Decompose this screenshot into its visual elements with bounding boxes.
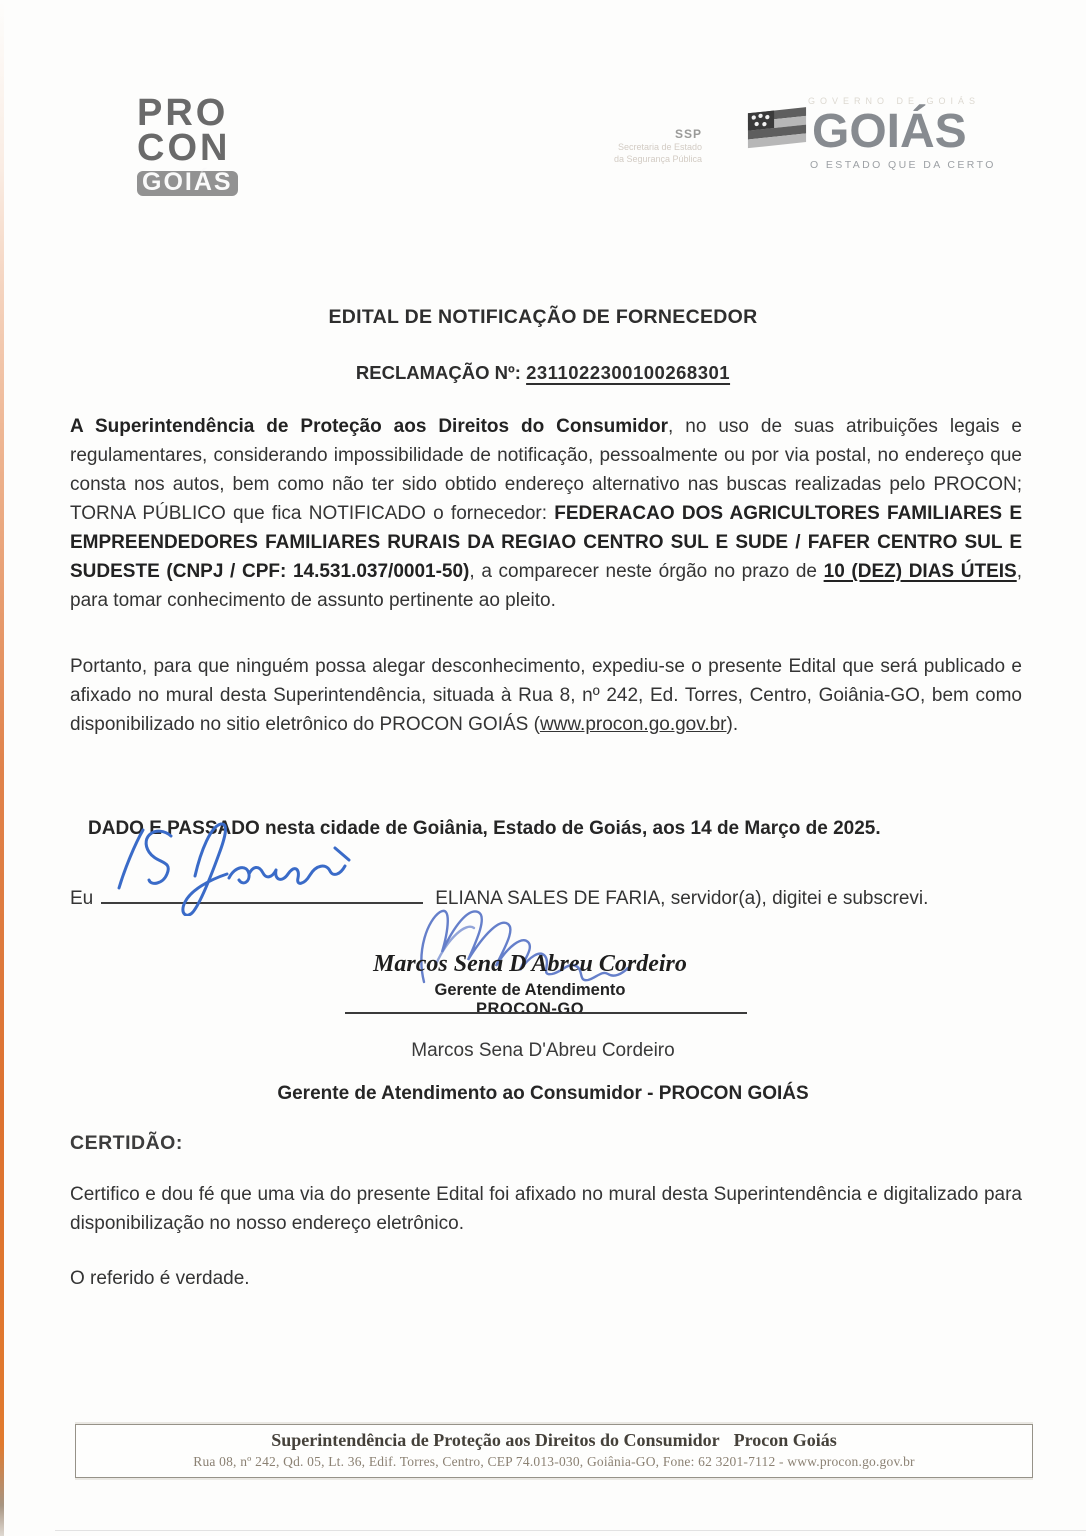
footer-org-line xyxy=(76,1430,1032,1451)
footer-address-line: Rua 08, nº 242, Qd. 05, Lt. 36, Edif. Torres, Centro, CEP 74.013-030, Goiânia-GO, Fone: 62 3201-7112 - www.procon.go.gov.br xyxy=(193,1454,915,1469)
claim-line xyxy=(0,362,1086,384)
procon-logo-line2: CON xyxy=(137,126,231,169)
procon-logo-line1: PRO xyxy=(137,92,229,134)
procon-url: www.procon.go.gov.br xyxy=(539,714,727,735)
page-edge-strip xyxy=(0,0,4,1536)
goias-logo-overline: GOVERNO DE GOIÁS xyxy=(808,96,981,106)
attestation-line: DADO E PASSADO nesta cidade de Goiânia, Estado de Goiás, aos 14 de Março de 2025. xyxy=(88,818,881,839)
goias-logo-name: GOIÁS xyxy=(812,104,967,158)
procon-logo xyxy=(137,92,238,196)
procon-logo-badge: GOIÁS xyxy=(137,171,238,196)
publication-body-1: Portanto, para que ninguém possa alegar desconhecimento, expediu-se o presente Edital que será publicado e afixado no mural desta Superintendência, situada à Rua 8, nº 242, Ed. Torres, Centro, Goiânia-GO, bem como disponibilizado no sitio eletrônico do PROCON GOIÁS ( xyxy=(70,656,1022,735)
notification-body-3: , para tomar conhecimento de assunto pertinente ao pleito. xyxy=(70,561,1022,611)
stamp-org: PROCON-GO xyxy=(475,1000,585,1018)
footer-box xyxy=(75,1424,1033,1478)
goias-logo-tagline: O ESTADO QUE DA CERTO xyxy=(810,159,996,171)
ssp-subtitle-line1: Secretaria de Estado xyxy=(617,142,702,152)
stamp-role: Gerente de Atendimento xyxy=(434,981,626,999)
publication-paragraph xyxy=(70,652,1022,739)
ssp-subtitle-line2: da Segurança Pública xyxy=(613,154,702,165)
ssp-abbr: SSP xyxy=(674,127,702,141)
notification-paragraph xyxy=(70,412,1022,615)
claim-number: 2311022300100268301 xyxy=(526,362,731,383)
footer-org-name: Superintendência de Proteção aos Direitos do Consumidor xyxy=(271,1430,720,1450)
certificate-heading: CERTIDÃO: xyxy=(70,1132,183,1154)
notification-body-2: , a comparecer neste órgão no prazo de xyxy=(469,561,824,582)
stamp-name: Marcos Sena D Abreu Cordeiro xyxy=(373,951,687,977)
scan-artifact-line xyxy=(55,1530,1086,1531)
ssp-seal xyxy=(552,127,702,165)
certificate-paragraph: Certifico e dou fé que uma via do presente Edital foi afixado no mural desta Superintendência e digitalizado para disponibilização no nosso endereço eletrônico. xyxy=(70,1184,1022,1234)
subscribe-text: ELIANA SALES DE FARIA, servidor(a), digitei e subscrevi. xyxy=(435,888,929,909)
signer-title: Gerente de Atendimento ao Consumidor - PROCON GOIÁS xyxy=(277,1083,809,1104)
publication-body-2: ). xyxy=(726,714,739,735)
servant-signature xyxy=(109,816,399,922)
footer-org-short: Procon Goiás xyxy=(733,1430,837,1450)
signer-name: Marcos Sena D'Abreu Cordeiro xyxy=(411,1040,675,1061)
signature-line xyxy=(101,880,423,904)
subscribe-prefix: Eu xyxy=(70,888,94,909)
deadline-text: 10 (DEZ) DIAS ÚTEIS xyxy=(823,561,1017,582)
superintendence-name: A Superintendência de Proteção aos Direitos do Consumidor xyxy=(70,416,669,437)
notification-body-1: , no uso de suas atribuições legais e regulamentares, considerando impossibilidade de notificação, pessoalmente ou por via postal, no endereço que consta nos autos, bem como não ter sido obtido endereço alternativo nas buscas realizadas pelo PROCON; TORNA PÚBLICO que fica NOTIFICADO o fornecedor: xyxy=(70,416,1022,524)
claim-label: RECLAMAÇÃO Nº: xyxy=(355,362,527,383)
goias-logo xyxy=(746,96,1006,171)
page-title: EDITAL DE NOTIFICAÇÃO DE FORNECEDOR xyxy=(328,306,758,328)
stamp-signature-rule xyxy=(345,1012,747,1014)
supplier-name: FEDERACAO DOS AGRICULTORES FAMILIARES E EMPREENDEDORES FAMILIARES RURAIS DA REGIAO CENTRO SUL E SUDE / FAFER CENTRO SUL E SUDESTE (CNPJ / CPF: 14.531.037/0001-50) xyxy=(70,503,1022,582)
certificate-closing: O referido é verdade. xyxy=(70,1268,250,1289)
goias-flag-icon xyxy=(746,106,808,157)
